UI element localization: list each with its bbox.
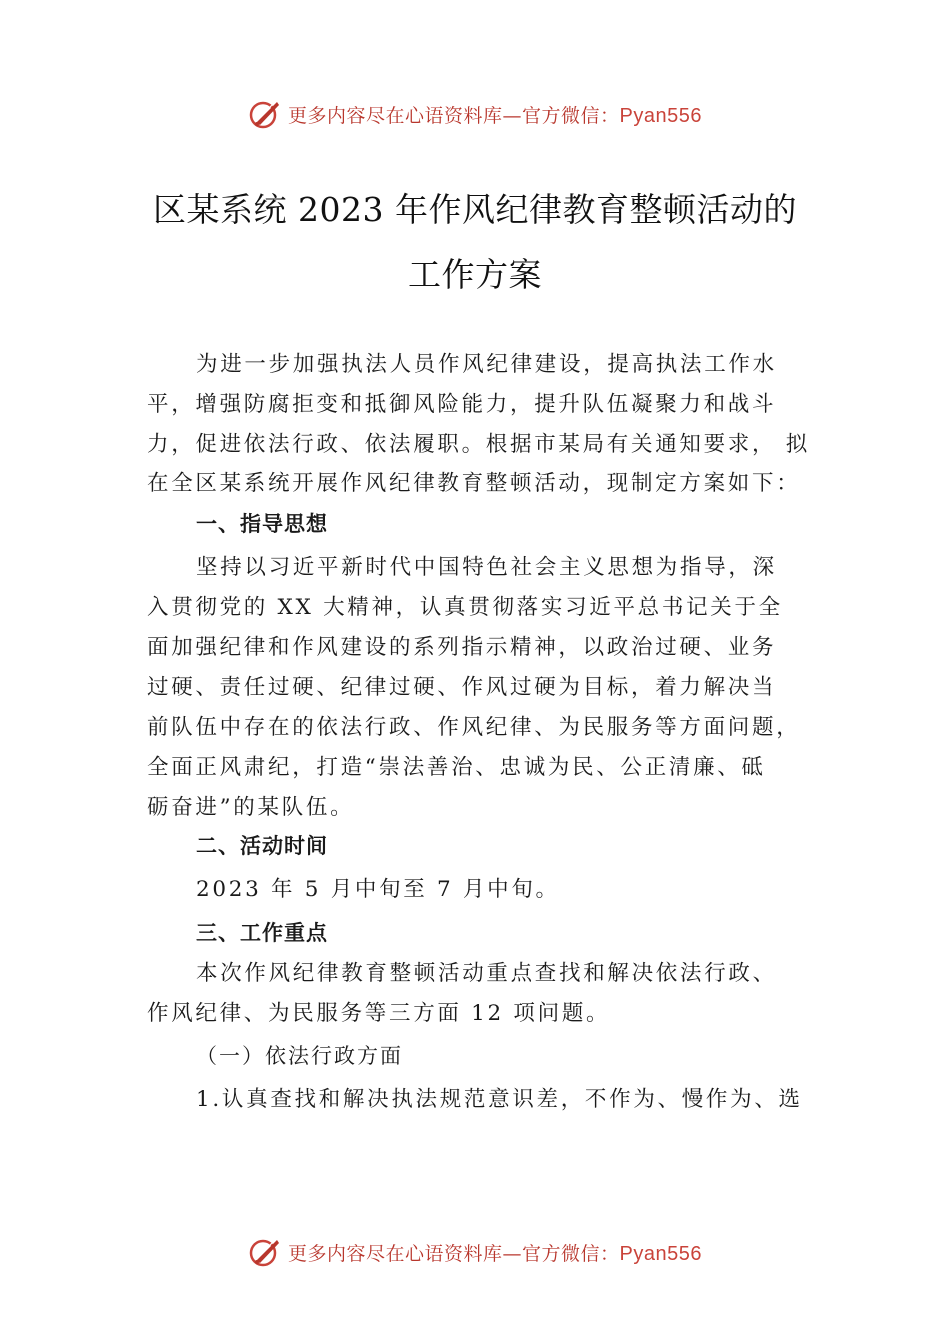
banner-text: 更多内容尽在心语资料库—官方微信：Pyan556	[288, 104, 702, 127]
section-1-line-3: 面加强纪律和作风建设的系列指示精神，以政治过硬、业务	[147, 635, 777, 660]
wechat-handle: Pyan556	[619, 1242, 702, 1265]
header-watermark-banner	[0, 92, 950, 136]
footer-watermark-banner	[0, 1230, 950, 1274]
document-title-line-2: 工作方案	[408, 255, 542, 294]
intro-line-4: 在全区某系统开展作风纪律教育整顿活动，现制定方案如下：	[147, 471, 801, 496]
section-1-line-6: 全面正风肃纪，打造“崇法善治、忠诚为民、公正清廉、砥	[147, 755, 766, 780]
wechat-handle: Pyan556	[619, 104, 702, 127]
section-1-line-2: 入贯彻党的 XX 大精神，认真贯彻落实习近平总书记关于全	[147, 595, 783, 620]
subsection-1-heading: （一）依法行政方面	[196, 1044, 403, 1068]
document-title-line-1: 区某系统 2023 年作风纪律教育整顿活动的	[153, 190, 797, 229]
quill-pen-logo-icon	[248, 97, 282, 131]
banner-text: 更多内容尽在心语资料库—官方微信：Pyan556	[288, 1242, 702, 1265]
section-1-heading: 一、指导思想	[196, 512, 328, 536]
section-1-line-4: 过硬、责任过硬、纪律过硬、作风过硬为目标，着力解决当	[147, 675, 777, 700]
intro-line-3: 力，促进依法行政、依法履职。根据市某局有关通知要求， 拟	[147, 432, 810, 457]
intro-line-1: 为进一步加强执法人员作风纪律建设，提高执法工作水	[196, 352, 777, 377]
section-2-heading: 二、活动时间	[196, 834, 328, 858]
section-1-line-5: 前队伍中存在的依法行政、作风纪律、为民服务等方面问题，	[147, 715, 801, 740]
section-3-line-2: 作风纪律、为民服务等三方面 12 项问题。	[147, 1001, 611, 1026]
quill-pen-logo-icon	[248, 1235, 282, 1269]
section-1-line-1: 坚持以习近平新时代中国特色社会主义思想为指导，深	[196, 555, 777, 580]
section-3-line-1: 本次作风纪律教育整顿活动重点查找和解决依法行政、	[196, 961, 777, 986]
subsection-1-item-1: 1.认真查找和解决执法规范意识差，不作为、慢作为、选	[196, 1087, 803, 1112]
intro-line-2: 平，增强防腐拒变和抵御风险能力，提升队伍凝聚力和战斗	[147, 392, 777, 417]
section-3-heading: 三、工作重点	[196, 921, 328, 945]
section-1-line-7: 砺奋进”的某队伍。	[147, 795, 355, 820]
section-2-line: 2023 年 5 月中旬至 7 月中旬。	[196, 877, 560, 902]
